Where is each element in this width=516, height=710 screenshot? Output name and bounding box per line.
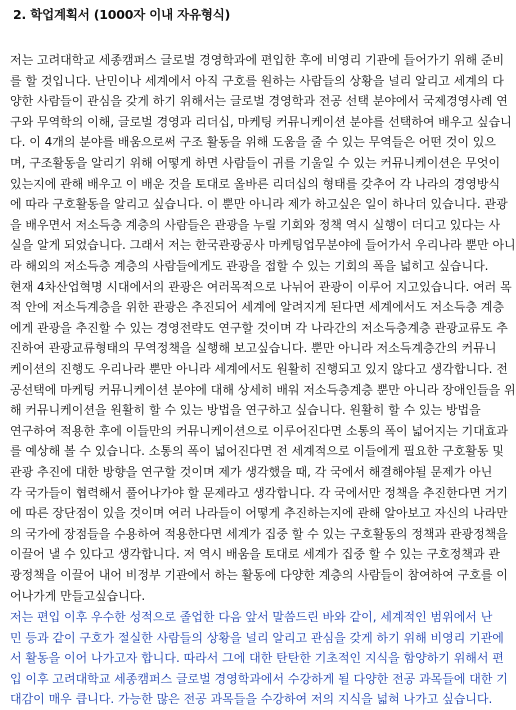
text-line: 민 등과 같이 구호가 절실한 사람들의 상황을 널리 알리고 관심을 갖게 하기 위해 비영리 기관에 xyxy=(10,630,504,645)
text-line: 진하여 관광교류형태의 무역정책을 실행해 보고싶습니다. 뿐만 아니라 저소득계층간의 커뮤니 xyxy=(10,341,497,356)
text-line: 저는 편입 이후 우수한 성적으로 졸업한 다음 앞서 말씀드린 바와 같이, 세계적인 범위에서 난 xyxy=(10,610,493,624)
text-line: 구와 무역학의 이해, 글로벌 경영과 리더십, 마케팅 커뮤니케이션 분야를 선택하여 배우고 싶습니 xyxy=(10,114,512,129)
text-line: 관광 추진에 대한 방향을 연구할 것이며 제가 생각했을 때, 각 국에서 해결해야될 문제가 아닌 xyxy=(10,465,493,479)
text-line: 다. 이 4개의 분야를 배움으로써 구조 활동을 위해 도움을 줄 수 있는 무역들은 어떤 것이 있으 xyxy=(10,135,496,150)
text-line: 양한 사람들이 관심을 갖게 하기 위해서는 글로벌 경영학과 전공 선택 분야에서 국제경영사례 연 xyxy=(10,94,508,109)
text-line: 연구하여 적용한 후에 이들만의 커뮤니케이션으로 이루어진다면 소통의 폭이 넓어지는 기대효과 xyxy=(10,423,509,438)
text-line: 현재 4차산업혁명 시대에서의 관광은 여러목적으로 나뉘어 관광이 이루어 지고있습니다. 여러 목 xyxy=(10,279,512,294)
text-line: 입 이후 고려대학교 세종캠퍼스 글로벌 경영학과에서 수강하게 될 다양한 전공 과목들에 대한 기 xyxy=(10,671,508,686)
text-line: 대감이 매우 큽니다. 가능한 많은 전공 과목들을 수강하여 저의 지식을 넓혀 나가고 싶습니다. xyxy=(10,692,493,707)
text-line: 에 따른 장단점이 있을 것이며 여러 나라들이 어떻게 추진하는지에 관해 알아보고 자신의 나라만 xyxy=(10,506,508,521)
text-line: 의 국가에 장점들을 수용하여 적용한다면 세계가 집중 할 수 있는 구호활동의 정책과 관광정책을 xyxy=(10,526,508,541)
text-line: 라 해외의 저소득층 계층의 사람들에게도 관광을 접할 수 있는 기회의 폭을 넓히고 싶습니다. xyxy=(10,259,489,273)
text-line: 이끌어 낼 수 있다고 생각합니다. 저 역시 배움을 토대로 세계가 집중 할 수 있는 구호정책과 관 xyxy=(10,547,500,562)
text-line: 케이션의 진행도 우리나라 뿐만 아니라 세계에서도 원활히 진행되고 있지 않다고 생각합니다. 전 xyxy=(10,362,508,376)
text-line: 에 따라 구호활동을 알리고 싶습니다. 이 뿐만 아니라 제가 하고싶은 일이 하나더 있습니다. 관광 xyxy=(10,197,508,212)
text-line: 공선택에 마케팅 커뮤니케이션 분야에 대해 상세히 배워 저소득층계층 뿐만 아니라 장애인들을 위 xyxy=(10,382,516,397)
text-line: 적 안에 저소득계층을 위한 관광은 추진되어 세계에 알려지게 된다면 세계에서도 저소득층 계층 xyxy=(10,300,505,315)
text-line: 를 할 것입니다. 난민이나 세계에서 아직 구호를 원하는 사람들의 상황을 널리 알리고 세계의 다 xyxy=(10,73,504,88)
text-line: 저는 고려대학교 세종캠퍼스 글로벌 경영학과에 편입한 후에 비영리 기관에 들어가기 위해 준비 xyxy=(10,53,505,67)
text-line: 해 커뮤니케이션을 원활히 할 수 있는 방법을 연구하고 싶습니다. 원활히 할 수 있는 방법을 xyxy=(10,403,481,418)
text-line: 어나가게 만들고싶습니다. xyxy=(10,588,146,603)
text-line: 각 국가들이 협력해서 풀어나가야 할 문제라고 생각합니다. 각 국에서만 정책을 추진한다면 거기 xyxy=(10,485,508,500)
text-line: 에게 관광을 추진할 수 있는 경영전략도 연구할 것이며 각 나라간의 저소득층계층 관광교류도 추 xyxy=(10,320,508,335)
text-line: 광정책을 이끌어 내어 비정부 기관에서 하는 활동에 다양한 계층의 사람들이 참여하여 구호를 이 xyxy=(10,568,508,582)
text-line: 있는지에 관해 배우고 이 배운 것을 토대로 올바른 리더십의 형태를 갖추어 각 나라의 경영방식 xyxy=(10,176,501,191)
text-line: 실을 알게 되었습니다. 그래서 저는 한국관광공사 마케팅업무분야에 들어가서 우리나라 뿐만 아니 xyxy=(10,238,516,253)
text-line: 며, 구조활동을 알리기 위해 어떻게 하면 사람들이 귀를 기울일 수 있는 커뮤니케이션은 무엇이 xyxy=(10,156,501,170)
text-line: 를 예상해 볼 수 있습니다. 소통의 폭이 넓어진다면 전 세계적으로 이들에게 필요한 구호활동 및 xyxy=(10,444,504,459)
section-heading: 2. 학업계획서 (1000자 이내 자유형식) xyxy=(13,7,231,22)
text-line: 서 활동을 이어 나가고자 합니다. 따라서 그에 대한 탄탄한 기초적인 지식을 함양하기 위해서 편 xyxy=(10,651,504,666)
text-line: 을 배우면서 저소득층 계층의 사람들은 관광을 누릴 기회와 정책 역시 실행이 더디고 있다는 사 xyxy=(10,217,501,232)
